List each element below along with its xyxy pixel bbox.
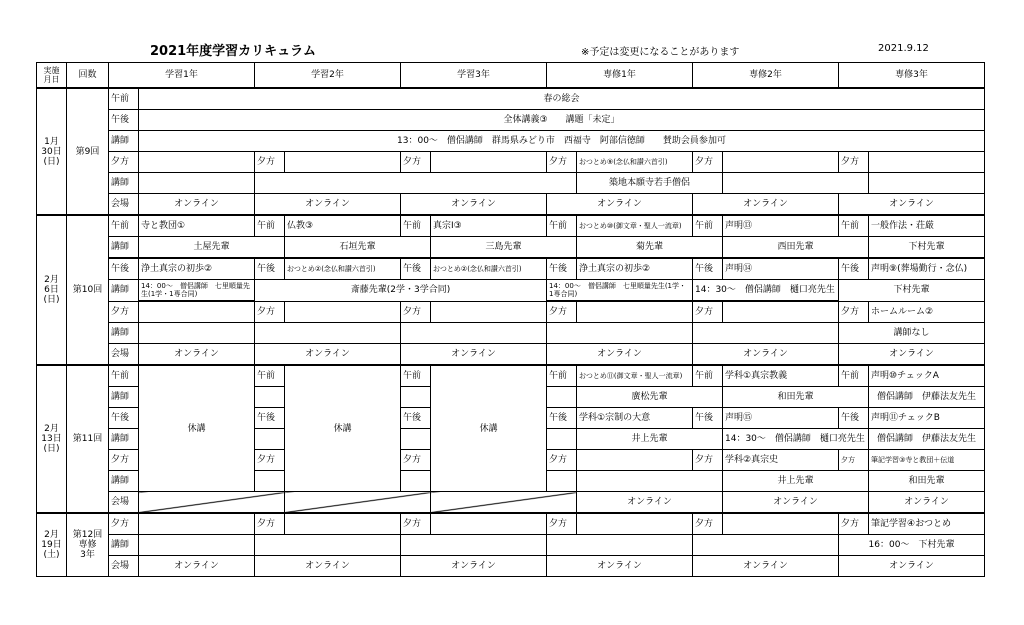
header-row [37, 63, 985, 89]
label-eve: 夕方 [255, 450, 285, 471]
venue-online: オンライン [401, 194, 547, 216]
s12-eve-s3: 筆記学習④おつとめ [869, 513, 985, 535]
label-eve: 夕方 [109, 152, 139, 173]
s9-lect: 13：00～ 僧侶講師 群馬県みどり市 西福寺 阿部信徳師 賛助会員参加可 [139, 131, 985, 152]
label-eve: 夕方 [547, 152, 577, 173]
s9-am: 春の総会 [139, 88, 985, 110]
col-g1: 学習1年 [109, 63, 255, 89]
s11-rest-g1: 休講 [139, 365, 255, 492]
s10-round: 第10回 [67, 215, 109, 365]
s11-eve-s3: 筆記学習③寺と教団＋伝道 [869, 450, 985, 471]
venue-online: オンライン [839, 194, 985, 216]
col-s3: 専修3年 [839, 63, 985, 89]
s9-venue-row [37, 194, 985, 216]
s10-amlect-g2: 石垣先輩 [285, 237, 431, 259]
s11-evelect-s3: 和田先輩 [869, 471, 985, 492]
venue-online: オンライン [869, 492, 985, 514]
label-venue: 会場 [109, 492, 139, 514]
label-pm: 午後 [693, 408, 723, 429]
s10-pmlect-row [37, 280, 985, 302]
col-s2: 専修2年 [693, 63, 839, 89]
label-am: 午前 [547, 365, 577, 387]
label-eve: 夕方 [839, 450, 869, 471]
s10-pmlect-s3: 下村先輩 [839, 280, 985, 302]
label-am: 午前 [693, 365, 723, 387]
s11-pmlect-s3: 僧侶講師 伊藤法友先生 [869, 429, 985, 450]
label-eve: 夕方 [109, 301, 139, 323]
label-am: 午前 [401, 365, 431, 387]
s10-am-row [37, 215, 985, 237]
s11-pmlect-s1: 井上先輩 [577, 429, 723, 450]
label-pm: 午後 [401, 258, 431, 280]
s10-venue-row [37, 344, 985, 366]
s10-pmlect-s2: 14：30～ 僧侶講師 樋口亮先生 [693, 280, 839, 302]
label-am: 午前 [693, 215, 723, 237]
s11-eve-s2: 学科②真宗史 [723, 450, 839, 471]
s10-pm-g3: おつとめ②(念仏和讃六首引) [431, 258, 547, 280]
s11-rest-g2: 休講 [285, 365, 401, 492]
s11-evelect-s2: 井上先輩 [723, 471, 869, 492]
s10-date: 2月 6日 (日) [37, 215, 67, 365]
s10-amlect-g1: 土屋先輩 [139, 237, 285, 259]
s11-amlect-s2: 和田先輩 [723, 387, 869, 408]
s12-venue-row [37, 556, 985, 577]
label-pm: 午後 [255, 258, 285, 280]
col-date: 実施 月日 [37, 63, 67, 89]
label-eve: 夕方 [401, 450, 431, 471]
label-venue: 会場 [109, 344, 139, 366]
label-am: 午前 [109, 88, 139, 110]
label-am: 午前 [839, 365, 869, 387]
document-date: 2021.9.12 [878, 43, 929, 54]
s10-am-s3: 一般作法・荘厳 [869, 215, 985, 237]
s10-pm-g2: おつとめ②(念仏和讃六首引) [285, 258, 401, 280]
s9-lect2-row [37, 173, 985, 194]
label-lect: 講師 [109, 131, 139, 152]
venue-online: オンライン [547, 344, 693, 366]
label-lect: 講師 [109, 280, 139, 302]
label-eve: 夕方 [401, 513, 431, 535]
venue-online: オンライン [139, 556, 255, 577]
label-eve: 夕方 [693, 450, 723, 471]
s10-am-s1: おつとめ⑩(御文章・聖人一流章) [577, 215, 693, 237]
s9-round: 第9回 [67, 88, 109, 215]
label-eve: 夕方 [839, 513, 869, 535]
label-eve: 夕方 [693, 152, 723, 173]
label-pm: 午後 [839, 258, 869, 280]
s10-amlect-s2: 西田先輩 [723, 237, 869, 259]
label-lect: 講師 [109, 387, 139, 408]
venue-online: オンライン [255, 556, 401, 577]
s10-am-g3: 真宗Ⅰ③ [431, 215, 547, 237]
s11-venue-g2-blank [285, 492, 431, 514]
s10-am-s2: 声明⑬ [723, 215, 839, 237]
s10-pm-s2: 声明⑭ [723, 258, 839, 280]
label-eve: 夕方 [839, 301, 869, 323]
label-pm: 午後 [547, 258, 577, 280]
label-lect: 講師 [109, 429, 139, 450]
label-lect: 講師 [109, 471, 139, 492]
label-eve: 夕方 [109, 513, 139, 535]
label-lect: 講師 [109, 535, 139, 556]
s9-pm: 全体講義③ 講題「未定」 [139, 110, 985, 131]
label-venue: 会場 [109, 556, 139, 577]
s12-date: 2月 19日 (土) [37, 513, 67, 577]
label-pm: 午後 [547, 408, 577, 429]
venue-online: オンライン [547, 194, 693, 216]
venue-online: オンライン [547, 556, 693, 577]
label-pm: 午後 [255, 408, 285, 429]
s9-pm-row [37, 110, 985, 131]
s10-amlect-g3: 三島先輩 [431, 237, 577, 259]
label-eve: 夕方 [547, 513, 577, 535]
label-pm: 午後 [109, 408, 139, 429]
s11-pm-s1: 学科①宗制の大意 [577, 408, 693, 429]
label-eve: 夕方 [839, 152, 869, 173]
label-am: 午前 [839, 215, 869, 237]
s10-evelect-row [37, 323, 985, 344]
s10-amlect-row [37, 237, 985, 259]
venue-online: オンライン [839, 556, 985, 577]
s11-am-s1: おつとめ⑪(御文章・聖人一流章) [577, 365, 693, 387]
col-round: 回数 [67, 63, 109, 89]
s9-lect-row [37, 131, 985, 152]
s12-lect-row [37, 535, 985, 556]
s11-rest-g3: 休講 [431, 365, 547, 492]
label-eve: 夕方 [693, 301, 723, 323]
venue-online: オンライン [723, 492, 869, 514]
label-eve: 夕方 [255, 152, 285, 173]
s12-round: 第12回 専修 3年 [67, 513, 109, 577]
venue-online: オンライン [839, 344, 985, 366]
label-eve: 夕方 [401, 301, 431, 323]
label-am: 午前 [255, 365, 285, 387]
s9-eve-row [37, 152, 985, 173]
label-am: 午前 [109, 365, 139, 387]
label-pm: 午後 [109, 258, 139, 280]
label-pm: 午後 [839, 408, 869, 429]
s10-pm-row [37, 258, 985, 280]
s11-pmlect-s2: 14：30～ 僧侶講師 樋口亮先生 [723, 429, 869, 450]
label-eve: 夕方 [693, 513, 723, 535]
venue-online: オンライン [693, 556, 839, 577]
label-am: 午前 [109, 215, 139, 237]
s10-pm-s1: 浄土真宗の初歩② [577, 258, 693, 280]
s10-amlect-s3: 下村先輩 [869, 237, 985, 259]
venue-online: オンライン [139, 344, 255, 366]
s9-eve-s1: おつとめ⑨(念仏和讃六首引) [577, 152, 693, 173]
page-title: 2021年度学習カリキュラム [150, 44, 317, 59]
col-s1: 専修1年 [547, 63, 693, 89]
venue-online: オンライン [401, 344, 547, 366]
label-eve: 夕方 [401, 152, 431, 173]
s10-eve-row [37, 301, 985, 323]
s11-venue-row [37, 492, 985, 514]
s12-lect-s3: 16：00～ 下村先輩 [839, 535, 985, 556]
label-eve: 夕方 [547, 301, 577, 323]
label-am: 午前 [255, 215, 285, 237]
s10-pmlect-g2g3: 斎藤先輩(2学・3学合同) [255, 280, 547, 302]
s10-am-g2: 仏教③ [285, 215, 401, 237]
s12-eve-row [37, 513, 985, 535]
col-g2: 学習2年 [255, 63, 401, 89]
label-pm: 午後 [693, 258, 723, 280]
s9-lect-s1: 築地本願寺若手僧侶 [577, 173, 723, 194]
s10-pmlect-s1: 14：00～ 僧侶講師 七里順量先生(1学・1専合同) [547, 280, 693, 302]
venue-online: オンライン [255, 344, 401, 366]
label-lect: 講師 [109, 173, 139, 194]
venue-online: オンライン [577, 492, 723, 514]
venue-online: オンライン [693, 194, 839, 216]
venue-online: オンライン [255, 194, 401, 216]
s10-evelect-s3: 講師なし [839, 323, 985, 344]
s11-am-row [37, 365, 985, 387]
s11-pm-s3: 声明⑪チェックB [869, 408, 985, 429]
label-venue: 会場 [109, 194, 139, 216]
label-eve: 夕方 [255, 513, 285, 535]
venue-online: オンライン [139, 194, 255, 216]
s11-round: 第11回 [67, 365, 109, 513]
s11-amlect-s1: 廣松先輩 [577, 387, 723, 408]
label-lect: 講師 [109, 323, 139, 344]
schedule-note: ※予定は変更になることがあります [581, 47, 740, 58]
s11-date: 2月 13日 (日) [37, 365, 67, 513]
label-pm: 午後 [109, 110, 139, 131]
s11-venue-g3-blank [431, 492, 577, 514]
venue-online: オンライン [693, 344, 839, 366]
col-g3: 学習3年 [401, 63, 547, 89]
s10-amlect-s1: 菊先輩 [577, 237, 723, 259]
s9-am-row [37, 88, 985, 110]
label-am: 午前 [547, 215, 577, 237]
s10-pm-s3: 声明⑨(葬場勤行・念仏) [869, 258, 985, 280]
label-am: 午前 [401, 215, 431, 237]
venue-online: オンライン [401, 556, 547, 577]
label-eve: 夕方 [109, 450, 139, 471]
s10-am-g1: 寺と教団① [139, 215, 255, 237]
s10-pmlect-g1: 14：00～ 僧侶講師 七里順量先生(1学・1専合同) [139, 280, 255, 302]
s10-eve-s3: ホームルーム② [869, 301, 985, 323]
label-eve: 夕方 [547, 450, 577, 471]
s11-amlect-s3: 僧侶講師 伊藤法友先生 [869, 387, 985, 408]
s10-pm-g1: 浄土真宗の初歩② [139, 258, 255, 280]
label-lect: 講師 [109, 237, 139, 259]
curriculum-table [36, 62, 985, 577]
s11-am-s3: 声明⑩チェックA [869, 365, 985, 387]
s11-am-s2: 学科①真宗教義 [723, 365, 839, 387]
s11-venue-g1-blank [139, 492, 285, 514]
label-eve: 夕方 [255, 301, 285, 323]
label-pm: 午後 [401, 408, 431, 429]
s11-pm-s2: 声明⑮ [723, 408, 839, 429]
s9-date: 1月 30日 (日) [37, 88, 67, 215]
